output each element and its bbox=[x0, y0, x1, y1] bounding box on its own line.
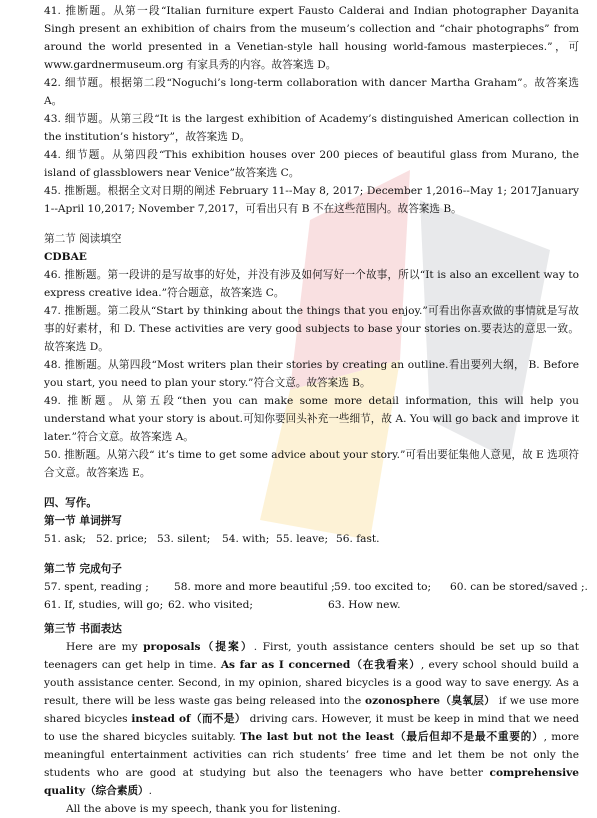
spelling-answers-row bbox=[44, 530, 579, 548]
spelling-answer: 51. ask; bbox=[44, 533, 86, 545]
answer-44: 44. 细节题。从第四段“This exhibition houses over 200 pieces of beautiful glass from Murano, the island of glassblowers near Venice”故答案选 C。 bbox=[44, 149, 579, 179]
spelling-answer: 55. leave; bbox=[276, 533, 329, 545]
part-heading-written-expression: 第三节 书面表达 bbox=[44, 623, 122, 635]
essay-key-phrase: As far as I concerned（在我看来） bbox=[220, 659, 421, 671]
answer-letters: CDBAE bbox=[44, 251, 87, 263]
essay-key-phrase: The last but not the least（最后但却不是最不重要的） bbox=[239, 731, 544, 743]
essay-text: , more meaningful entertainment activities can rich students’ free time and let them be not only the students who are good at studying but also the teenagers who have better bbox=[44, 731, 580, 779]
sentence-answer: 60. can be stored/saved ;. bbox=[450, 581, 588, 593]
essay-text: Here are my bbox=[66, 641, 144, 653]
sentence-answer: 62. who visited; bbox=[168, 599, 253, 611]
spelling-answer: 52. price; bbox=[96, 533, 148, 545]
part-heading-spelling: 第一节 单词拼写 bbox=[44, 515, 122, 527]
sentence-answer: 58. more and more beautiful ; bbox=[174, 581, 335, 593]
spelling-answer: 54. with; bbox=[222, 533, 270, 545]
sentence-answers-row-2 bbox=[44, 596, 579, 614]
answer-45: 45. 推断题。根据全文对日期的阐述 February 11--May 8, 2017; December 1,2016--May 1; 2017January 1--April 10,2017; November 7,2017，可看出只有 B 不在这些范围内。故答案选 B。 bbox=[44, 185, 579, 215]
answer-41: 41. 推断题。从第一段“Italian furniture expert Fausto Calderai and Indian photographer Dayanita Singh present an exhibition of chairs from the museum’s collection and “chair photographs” from around the world presented in a Venetian-style hall housing world-famous masterpieces.”，可 www.gardnermuseum.org 有家具秀的内容。故答案选 D。 bbox=[44, 5, 579, 71]
sentence-answer: 63. How new. bbox=[328, 599, 401, 611]
answer-43: 43. 细节题。从第三段“It is the largest exhibition of Academy’s distinguished American collection in the institution’s history”，故答案选 D。 bbox=[44, 113, 579, 143]
essay-paragraph bbox=[44, 638, 579, 800]
essay-key-phrase: instead of（而不是） bbox=[131, 713, 246, 725]
essay-key-phrase: comprehensive quality（综合素质） bbox=[44, 767, 579, 797]
essay-key-phrase: proposals（提案） bbox=[143, 641, 254, 653]
sentence-answers-row-1 bbox=[44, 578, 588, 596]
essay-text: , every school should build a youth assistance center. Second, in my opinion, shared bicycles is a good way to save energy. As a result, there will be less waste gas being released into the bbox=[44, 659, 579, 707]
spelling-answer: 56. fast. bbox=[336, 533, 380, 545]
answer-42: 42. 细节题。根据第二段“Noguchi’s long-term collaboration with dancer Martha Graham”。故答案选 A。 bbox=[44, 77, 579, 107]
sentence-answer: 61. If, studies, will go; bbox=[44, 599, 164, 611]
spelling-answer: 53. silent; bbox=[157, 533, 211, 545]
answer-49: 49. 推断题。从第五段“then you can make some more detail information, this will help you understand what your story is about.可知你要回头补充一些细节，故 A. You will go back and improve it later.”符合文意。故答案选 A。 bbox=[44, 395, 579, 443]
section-heading-writing: 四、写作。 bbox=[44, 497, 97, 509]
essay-text: . bbox=[148, 785, 153, 797]
answer-key-page bbox=[44, 2, 588, 818]
sentence-answer: 57. spent, reading ; bbox=[44, 581, 149, 593]
sentence-answer: 59. too excited to; bbox=[334, 581, 432, 593]
part-heading-complete-sentences: 第二节 完成句子 bbox=[44, 563, 122, 575]
essay-text: if we use more shared bicycles bbox=[44, 695, 580, 725]
essay-key-phrase: ozonosphere（臭氧层） bbox=[365, 695, 496, 707]
answer-46: 46. 推断题。第一段讲的是写故事的好处，并没有涉及如何写好一个故事，所以“It is also an excellent way to express creative idea.”符合题意，故答案选 C。 bbox=[44, 269, 579, 299]
answer-50: 50. 推断题。从第六段“ it’s time to get some advice about your story.”可看出要征集他人意见，故 E 选项符合文意。故答案选 E。 bbox=[44, 449, 579, 479]
answer-48: 48. 推断题。从第四段“Most writers plan their stories by creating an outline.看出要列大纲， B. Before you start, you need to plan your story.”符合文意。故答案选 B。 bbox=[44, 359, 579, 389]
essay-text: . First, youth assistance centers should be set up so that teenagers can get help in time. bbox=[44, 641, 579, 671]
section-heading-reading-fill: 第二节 阅读填空 bbox=[44, 233, 122, 245]
essay-text: driving cars. However, it must be keep in mind that we need to use the shared bicycles suitably. bbox=[44, 713, 580, 743]
essay-closing: All the above is my speech, thank you for listening. bbox=[66, 803, 341, 815]
answer-47: 47. 推断题。第二段从“Start by thinking about the things that you enjoy.”可看出你喜欢做的事情就是写故事的好素材，和 D. These activities are very good subjects to base your stories on.要表达的意思一致。故答案选 D。 bbox=[44, 305, 579, 353]
